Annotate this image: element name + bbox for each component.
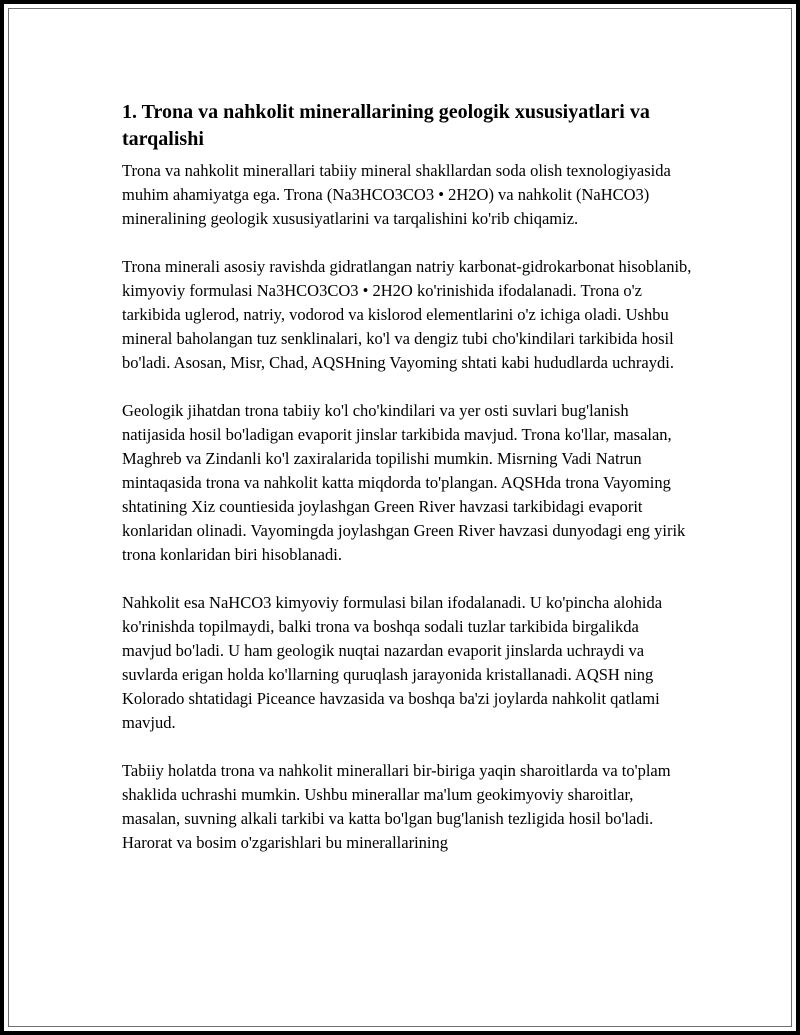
paragraph-geology: Geologik jihatdan trona tabiiy ko'l cho'kindilari va yer osti suvlari bug'lanish natijasida hosil bo'ladigan evaporit jinslar tarkibida mavjud. Trona ko'llar, masalan, Maghreb va Zindanli ko'l zaxiralarida topilishi mumkin. Misrning Vadi Natrun mintaqasida trona va nahkolit katta miqdorda to'plangan. AQSHda trona Vayoming shtatining Xiz countiesida joylashgan Green River havzasi tarkibidagi evaporit konlaridan olinadi. Vayomingda joylashgan Green River havzasi dunyodagi eng yirik trona konlaridan biri hisoblanadi. <box>122 401 686 564</box>
paragraph-intro: Trona va nahkolit minerallari tabiiy mineral shakllardan soda olish texnologiyasida muhim ahamiyatga ega. Trona (Na3HCO3CO3 • 2H2O) va nahkolit (NaHCO3) mineralining geologik xususiyatlarini va tarqalishini ko'rib chiqamiz. <box>122 161 671 228</box>
paragraph-trona: Trona minerali asosiy ravishda gidratlangan natriy karbonat-gidrokarbonat hisoblanib, kimyoviy formulasi Na3HCO3CO3 • 2H2O ko'rinishida ifodalanadi. Trona o'z tarkibida uglerod, natriy, vodorod va kislorod elementlarini o'z ichiga oladi. Ushbu mineral baholangan tuz senklinalari, ko'l va dengiz tubi cho'kindilari tarkibida hosil bo'ladi. Asosan, Misr, Chad, AQSHning Vayoming shtati kabi hududlarda uchraydi. <box>122 257 692 372</box>
section-heading: 1. Trona va nahkolit minerallarining geologik xususiyatlari va tarqalishi <box>122 101 650 150</box>
document-body <box>122 99 692 879</box>
paragraph-natural-occurrence: Tabiiy holatda trona va nahkolit minerallari bir-biriga yaqin sharoitlarda va to'plam shaklida uchrashi mumkin. Ushbu minerallar ma'lum geokimyoviy sharoitlar, masalan, suvning alkali tarkibi va katta bo'lgan bug'lanish tezligida hosil bo'ladi. Harorat va bosim o'zgarishlari bu minerallarining <box>122 761 671 852</box>
paragraph-nahcolite: Nahkolit esa NaHCO3 kimyoviy formulasi bilan ifodalanadi. U ko'pincha alohida ko'rinishda topilmaydi, balki trona va boshqa sodali tuzlar tarkibida birgalikda mavjud bo'ladi. U ham geologik nuqtai nazardan evaporit jinslarda uchraydi va suvlarda erigan holda ko'llarning quruqlash jarayonida kristallanadi. AQSH ning Kolorado shtatidagi Piceance havzasida va boshqa ba'zi joylarda nahkolit qatlami mavjud. <box>122 593 663 732</box>
